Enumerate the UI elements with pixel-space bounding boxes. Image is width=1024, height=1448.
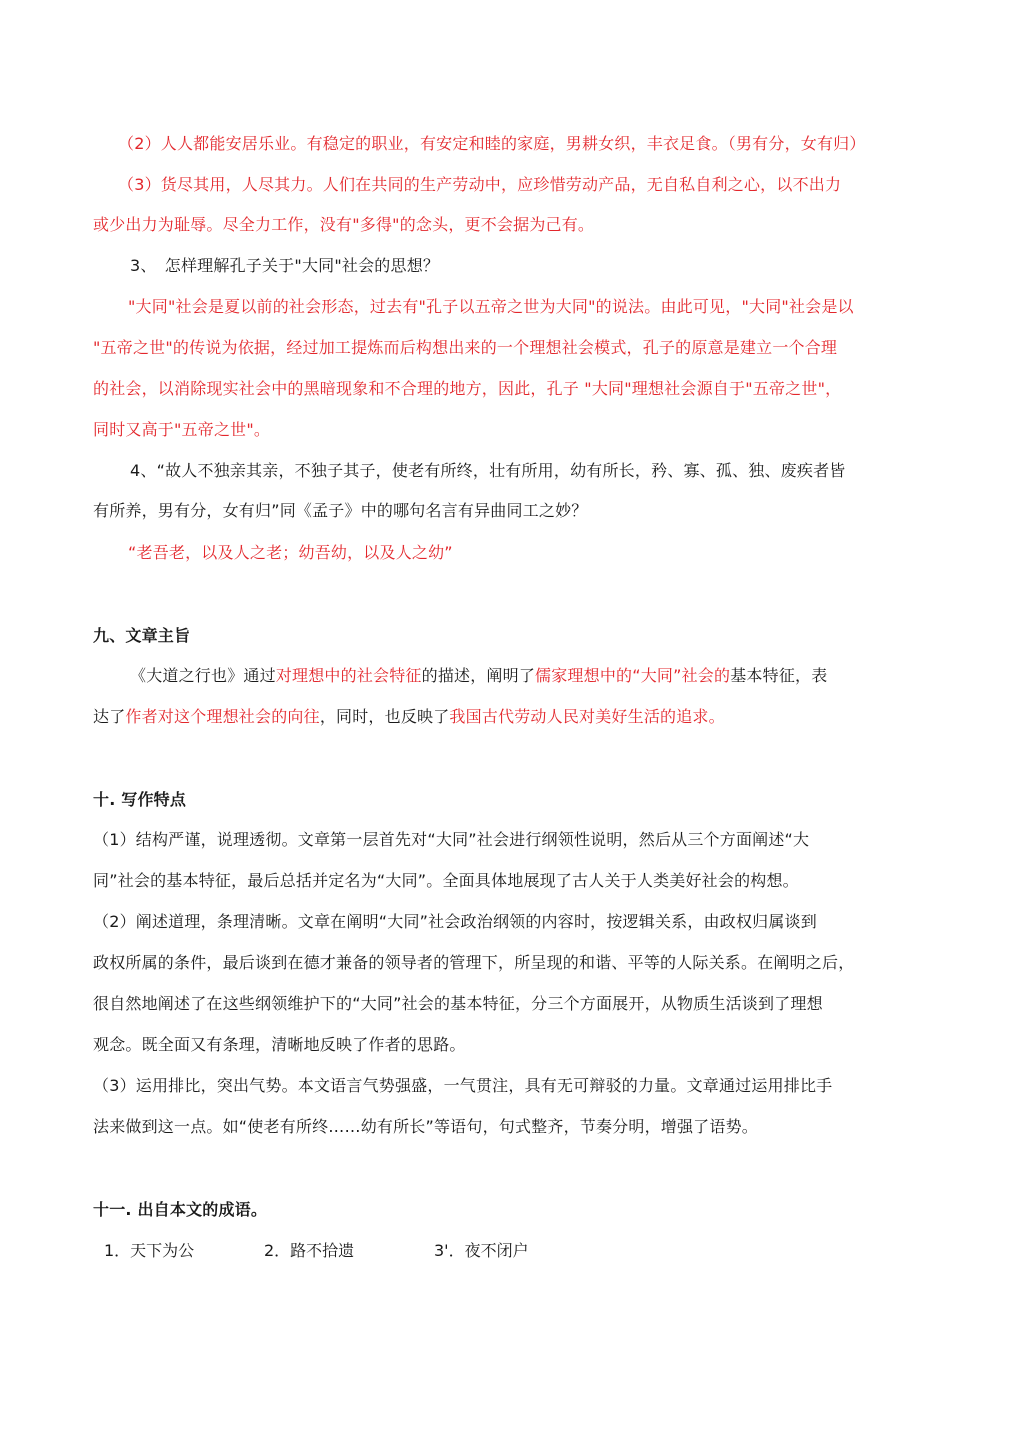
answer-q3-line: 同时又高于"五帝之世"。 xyxy=(93,420,271,439)
text-segment: 《大道之行也》通过 xyxy=(130,666,276,685)
answer-q3-line: "五帝之世"的传说为依据，经过加工提炼而后构想出来的一个理想社会模式，孔子的原意是建立一个合理 xyxy=(93,338,838,357)
answer-q4: “老吾老，以及人之老；幼吾幼，以及人之幼” xyxy=(128,543,453,562)
text-segment: ，同时，也反映了 xyxy=(319,707,450,726)
section-9-heading: 九、文章主旨 xyxy=(93,626,191,645)
idiom-item: 3'．夜不闭户 xyxy=(434,1241,529,1260)
section-10-line: 同”社会的基本特征，最后总括并定名为“大同”。全面具体地展现了古人关于人类美好社会的构想。 xyxy=(93,871,799,890)
highlight-segment: 我国古代劳动人民对美好生活的追求。 xyxy=(449,707,725,726)
section-9-line2 xyxy=(93,706,725,728)
question-4-line: 有所养，男有分，女有归”同《孟子》中的哪句名言有异曲同工之妙？ xyxy=(93,501,588,520)
answer-q3-line: 的社会，以消除现实社会中的黑暗现象和不合理的地方，因此，孔子 "大同"理想社会源自于"五帝之世"， xyxy=(93,379,842,398)
highlight-segment: 作者对这个理想社会的向往 xyxy=(125,707,320,726)
answer-q2-item3: （3）货尽其用，人尽其力。人们在共同的生产劳动中，应珍惜劳动产品，无自私自利之心，以不出力 xyxy=(118,175,842,194)
section-10-line: 观念。既全面又有条理，清晰地反映了作者的思路。 xyxy=(93,1035,466,1054)
section-10-line: （3）运用排比，突出气势。本文语言气势强盛，一气贯注，具有无可辩驳的力量。文章通过运用排比手 xyxy=(93,1076,833,1095)
highlight-segment: 儒家理想中的“大同”社会的 xyxy=(535,666,731,685)
section-10-line: 政权所属的条件，最后谈到在德才兼备的领导者的管理下，所呈现的和谐、平等的人际关系。在阐明之后， xyxy=(93,953,855,972)
section-11-heading: 十一. 出自本文的成语。 xyxy=(93,1200,268,1219)
section-10-line: 很自然地阐述了在这些纲领维护下的“大同”社会的基本特征，分三个方面展开，从物质生活谈到了理想 xyxy=(93,994,823,1013)
question-3: 3、 怎样理解孔子关于"大同"社会的思想？ xyxy=(130,256,440,275)
text-segment: 达了 xyxy=(93,707,126,726)
answer-q2-item2: （2）人人都能安居乐业。有稳定的职业，有安定和睦的家庭，男耕女织，丰衣足食。（男有分，女有归） xyxy=(118,134,866,153)
section-10-line: 法来做到这一点。如“使老有所终……幼有所长”等语句，句式整齐，节奏分明，增强了语势。 xyxy=(93,1117,758,1136)
answer-q3-line: "大同"社会是夏以前的社会形态，过去有"孔子以五帝之世为大同"的说法。由此可见，"大同"社会是以 xyxy=(128,297,854,316)
idiom-item: 1．天下为公 xyxy=(104,1241,195,1260)
section-10-line: （2）阐述道理，条理清晰。文章在阐明“大同”社会政治纲领的内容时，按逻辑关系，由政权归属谈到 xyxy=(93,912,817,931)
idiom-item: 2．路不拾遗 xyxy=(264,1241,355,1260)
section-10-heading: 十. 写作特点 xyxy=(93,790,187,809)
answer-q2-item3-cont: 或少出力为耻辱。尽全力工作，没有"多得"的念头，更不会据为己有。 xyxy=(93,215,595,234)
text-segment: 的描述，阐明了 xyxy=(421,666,536,685)
text-segment: 基本特征，表 xyxy=(730,666,828,685)
question-4-line: 4、“故人不独亲其亲，不独子其子，使老有所终，壮有所用，幼有所长，矜、寡、孤、独、废疾者皆 xyxy=(130,461,846,480)
section-10-line: （1）结构严谨，说理透彻。文章第一层首先对“大同”社会进行纲领性说明，然后从三个方面阐述“大 xyxy=(93,830,810,849)
section-9-line1 xyxy=(130,665,827,687)
highlight-segment: 对理想中的社会特征 xyxy=(275,666,422,685)
